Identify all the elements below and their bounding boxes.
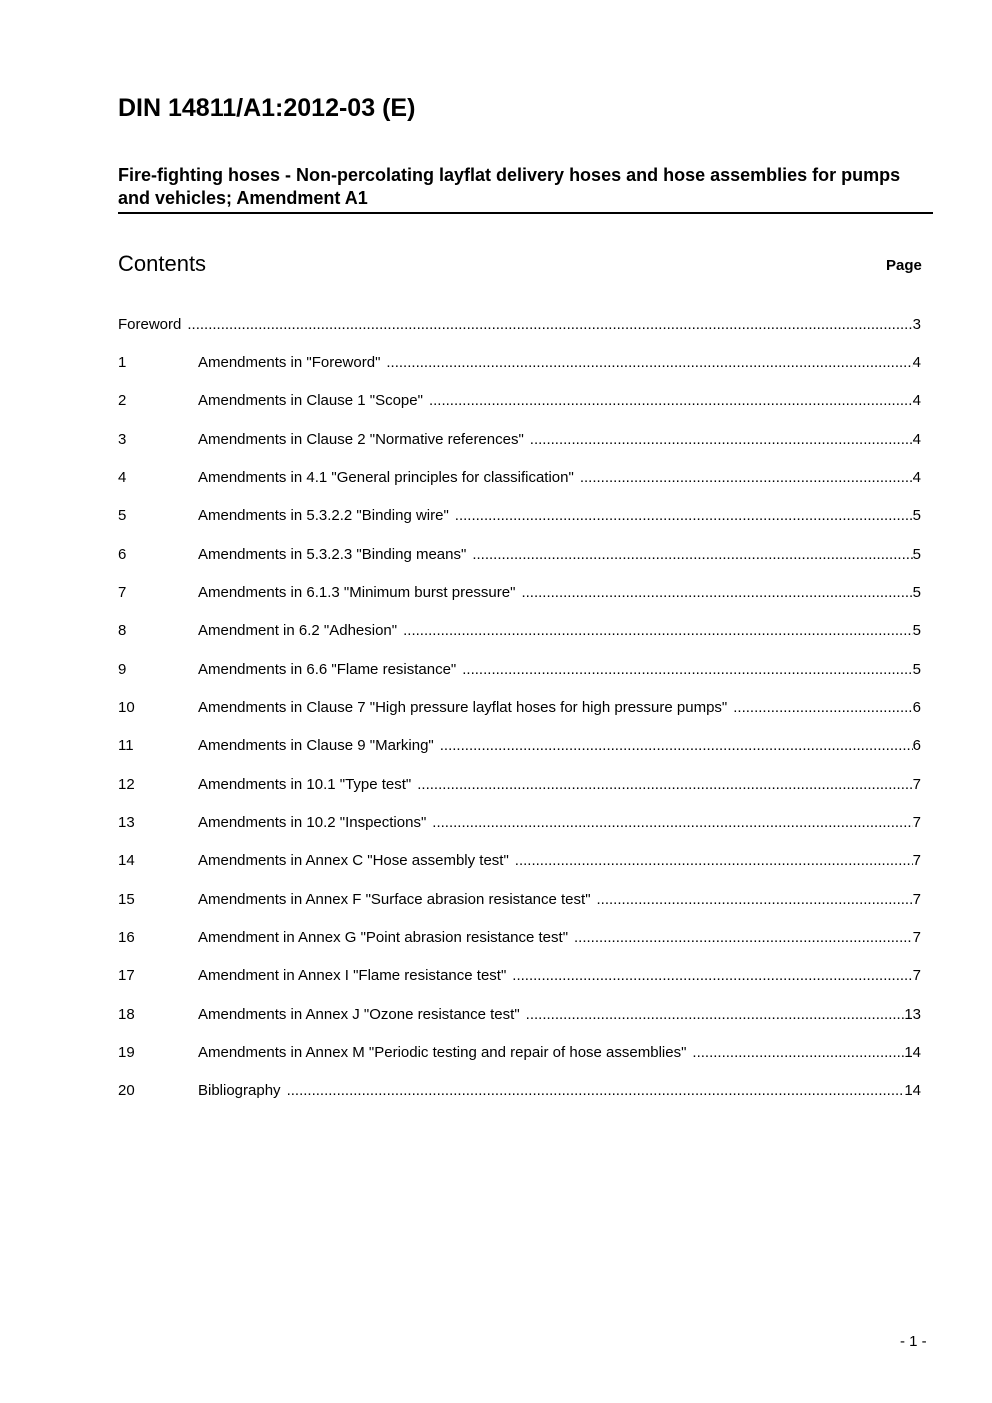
dot-leader — [692, 1043, 904, 1063]
toc-entry-8[interactable] — [118, 621, 921, 641]
toc-entry-page: 7 — [912, 814, 921, 831]
toc-entry-title: Amendments in Clause 9 "Marking" — [198, 737, 434, 754]
toc-entry-title: Amendments in 10.1 "Type test" — [198, 776, 412, 793]
toc-entry-number: 18 — [118, 1006, 135, 1023]
toc-entry-1[interactable] — [118, 353, 921, 373]
toc-entry-14[interactable] — [118, 851, 921, 871]
toc-entry-number: 5 — [118, 507, 127, 524]
toc-entry-title: Amendments in Annex C "Hose assembly test" — [198, 852, 509, 869]
toc-entry-number: 11 — [118, 737, 134, 754]
dot-leader — [462, 660, 912, 680]
toc-entry-12[interactable] — [118, 775, 921, 795]
dot-leader — [187, 315, 912, 335]
toc-entry-18[interactable] — [118, 1005, 921, 1025]
toc-entry-number: 1 — [118, 354, 127, 371]
toc-entry-page: 6 — [912, 737, 921, 754]
page-column-heading: Page — [886, 257, 922, 274]
toc-entry-number: 6 — [118, 546, 127, 563]
toc-entry-page: 4 — [912, 431, 921, 448]
toc-entry-10[interactable] — [118, 698, 921, 718]
toc-entry-page: 7 — [912, 967, 921, 984]
dot-leader — [432, 813, 912, 833]
toc-entry-title: Amendments in "Foreword" — [198, 354, 381, 371]
page-number: - 1 - — [900, 1333, 927, 1350]
toc-entry-page: 3 — [912, 316, 921, 333]
toc-entry-number: 14 — [118, 852, 135, 869]
toc-entry-19[interactable] — [118, 1043, 921, 1063]
toc-entry-title: Amendments in 5.3.2.2 "Binding wire" — [198, 507, 449, 524]
dot-leader — [515, 851, 913, 871]
dot-leader — [386, 353, 912, 373]
dot-leader — [403, 621, 913, 641]
toc-entry-number: 13 — [118, 814, 135, 831]
document-title: Fire-fighting hoses - Non-percolating layflat delivery hoses and hose assemblies for pumps and vehicles; Amendment A1 — [118, 164, 933, 214]
dot-leader — [417, 775, 912, 795]
toc-entry-page: 5 — [912, 546, 921, 563]
dot-leader — [530, 430, 913, 450]
toc-entry-page: 7 — [912, 891, 921, 908]
contents-heading: Contents — [118, 251, 207, 276]
toc-entry-title: Amendments in 4.1 "General principles for classification" — [198, 469, 574, 486]
toc-entry-number: 7 — [118, 584, 127, 601]
toc-entry-title: Amendments in 6.6 "Flame resistance" — [198, 661, 457, 678]
toc-entry-title: Amendments in Annex F "Surface abrasion resistance test" — [198, 891, 591, 908]
toc-entry-title: Amendments in Annex J "Ozone resistance test" — [198, 1006, 520, 1023]
dot-leader — [472, 545, 912, 565]
toc-entry-11[interactable] — [118, 736, 921, 756]
toc-entry-page: 5 — [912, 584, 921, 601]
toc-entry-15[interactable] — [118, 890, 921, 910]
toc-entry-number: 19 — [118, 1044, 135, 1061]
toc-entry-foreword[interactable] — [118, 315, 921, 335]
toc-entry-title: Amendment in Annex G "Point abrasion resistance test" — [198, 929, 569, 946]
toc-entry-number: 8 — [118, 622, 127, 639]
toc-entry-4[interactable] — [118, 468, 921, 488]
dot-leader — [574, 928, 913, 948]
toc-entry-number: 4 — [118, 469, 127, 486]
toc-entry-page: 7 — [912, 852, 921, 869]
toc-entry-3[interactable] — [118, 430, 921, 450]
toc-entry-page: 14 — [904, 1044, 921, 1061]
toc-entry-page: 7 — [912, 776, 921, 793]
dot-leader — [733, 698, 912, 718]
toc-entry-title: Amendment in 6.2 "Adhesion" — [198, 622, 398, 639]
toc-entry-page: 5 — [912, 507, 921, 524]
dot-leader — [521, 583, 912, 603]
dot-leader — [440, 736, 913, 756]
dot-leader — [455, 506, 913, 526]
toc-entry-page: 6 — [912, 699, 921, 716]
toc-entry-7[interactable] — [118, 583, 921, 603]
toc-entry-number: 2 — [118, 392, 127, 409]
toc-entry-number: 12 — [118, 776, 135, 793]
toc-entry-9[interactable] — [118, 660, 921, 680]
toc-entry-title: Amendments in Clause 2 "Normative references" — [198, 431, 524, 448]
document-id: DIN 14811/A1:2012-03 (E) — [118, 94, 416, 122]
dot-leader — [580, 468, 913, 488]
toc-entry-title: Amendments in 6.1.3 "Minimum burst pressure" — [198, 584, 516, 601]
toc-entry-title: Amendments in 5.3.2.3 "Binding means" — [198, 546, 467, 563]
dot-leader — [597, 890, 913, 910]
toc-entry-number: 10 — [118, 699, 135, 716]
toc-entry-title: Foreword — [118, 316, 182, 333]
toc-entry-number: 17 — [118, 967, 135, 984]
toc-entry-page: 5 — [912, 622, 921, 639]
toc-entry-16[interactable] — [118, 928, 921, 948]
toc-entry-number: 20 — [118, 1082, 135, 1099]
dot-leader — [526, 1005, 905, 1025]
toc-entry-title: Amendments in 10.2 "Inspections" — [198, 814, 427, 831]
toc-entry-2[interactable] — [118, 391, 921, 411]
toc-entry-page: 7 — [912, 929, 921, 946]
toc-entry-page: 5 — [912, 661, 921, 678]
toc-entry-17[interactable] — [118, 966, 921, 986]
toc-entry-number: 15 — [118, 891, 135, 908]
toc-entry-page: 13 — [904, 1006, 921, 1023]
toc-entry-page: 4 — [912, 392, 921, 409]
toc-entry-number: 3 — [118, 431, 127, 448]
toc-entry-20[interactable] — [118, 1081, 921, 1101]
toc-entry-title: Amendment in Annex I "Flame resistance test" — [198, 967, 507, 984]
toc-entry-page: 14 — [904, 1082, 921, 1099]
dot-leader — [287, 1081, 905, 1101]
toc-entry-13[interactable] — [118, 813, 921, 833]
dot-leader — [512, 966, 912, 986]
toc-entry-5[interactable] — [118, 506, 921, 526]
dot-leader — [429, 391, 913, 411]
toc-entry-6[interactable] — [118, 545, 921, 565]
toc-entry-title: Amendments in Clause 7 "High pressure layflat hoses for high pressure pumps" — [198, 699, 728, 716]
toc-entry-title: Bibliography — [198, 1082, 281, 1099]
toc-entry-number: 16 — [118, 929, 135, 946]
toc-entry-page: 4 — [912, 469, 921, 486]
toc-entry-page: 4 — [912, 354, 921, 371]
toc-entry-title: Amendments in Annex M "Periodic testing and repair of hose assemblies" — [198, 1044, 687, 1061]
toc-entry-title: Amendments in Clause 1 "Scope" — [198, 392, 423, 409]
toc-entry-number: 9 — [118, 661, 127, 678]
